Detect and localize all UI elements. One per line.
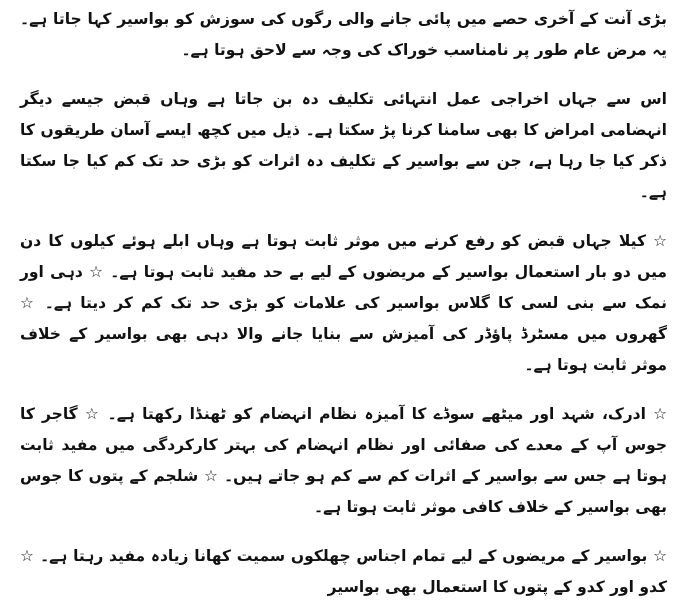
paragraph-banana-yogurt: ☆ کیلا جہاں قبض کو رفع کرنے میں موثر ثابت ہوتا ہے وہاں ابلے ہوئے کیلوں کا دن میں دو بار استعمال بواسیر کے مریضوں کے لیے بے حد مفید ثابت ہوتا ہے۔ ☆ دہی اور نمک سے بنی لسی کا گلاس بواسیر کی علامات کو بڑی حد تک کم کر دیتا ہے۔ ☆ گھروں میں مسٹرڈ پاؤڈر کی آمیزش سے بنایا جانے والا دہی بھی بواسیر کے خلاف موثر ثابت ہوتا ہے۔	[20, 232, 667, 374]
paragraph-remedies-intro: اس سے جہاں اخراجی عمل انتہائی تکلیف دہ بن جاتا ہے وہاں قبض جیسے دیگر انہضامی امراض کا بھی سامنا کرنا پڑ سکتا ہے۔ ذیل میں کچھ ایسے آسان طریقوں کا ذکر کیا جا رہا ہے، جن سے بواسیر کے تکلیف دہ اثرات کو بڑی حد تک کم کیا جا سکتا ہے۔	[20, 90, 667, 201]
paragraph-ginger-carrot: ☆ ادرک، شہد اور میٹھے سوڈے کا آمیزہ نظام انہضام کو ٹھنڈا رکھتا ہے۔ ☆ گاجر کا جوس آپ کے معدے کی صفائی اور نظام انہضام کی بہتر کارکردگی میں مفید ثابت ہوتا ہے جس سے بواسیر کے اثرات کم سے کم ہو جاتے ہیں۔ ☆ شلجم کے پتوں کا جوس بھی بواسیر کے خلاف کافی موثر ثابت ہوتا ہے۔	[20, 405, 667, 516]
paragraph-intro: بڑی آنت کے آخری حصے میں پائی جانے والی رگوں کی سوزش کو بواسیر کہا جاتا ہے۔ یہ مرض عام طور پر نامناسب خوراک کی وجہ سے لاحق ہوتا ہے۔	[20, 10, 667, 59]
paragraph-grains-pumpkin: ☆ بواسیر کے مریضوں کے لیے تمام اجناس چھلکوں سمیت کھانا زیادہ مفید رہتا ہے۔ ☆ کدو اور کدو کے پتوں کا استعمال بھی بواسیر	[20, 547, 667, 596]
